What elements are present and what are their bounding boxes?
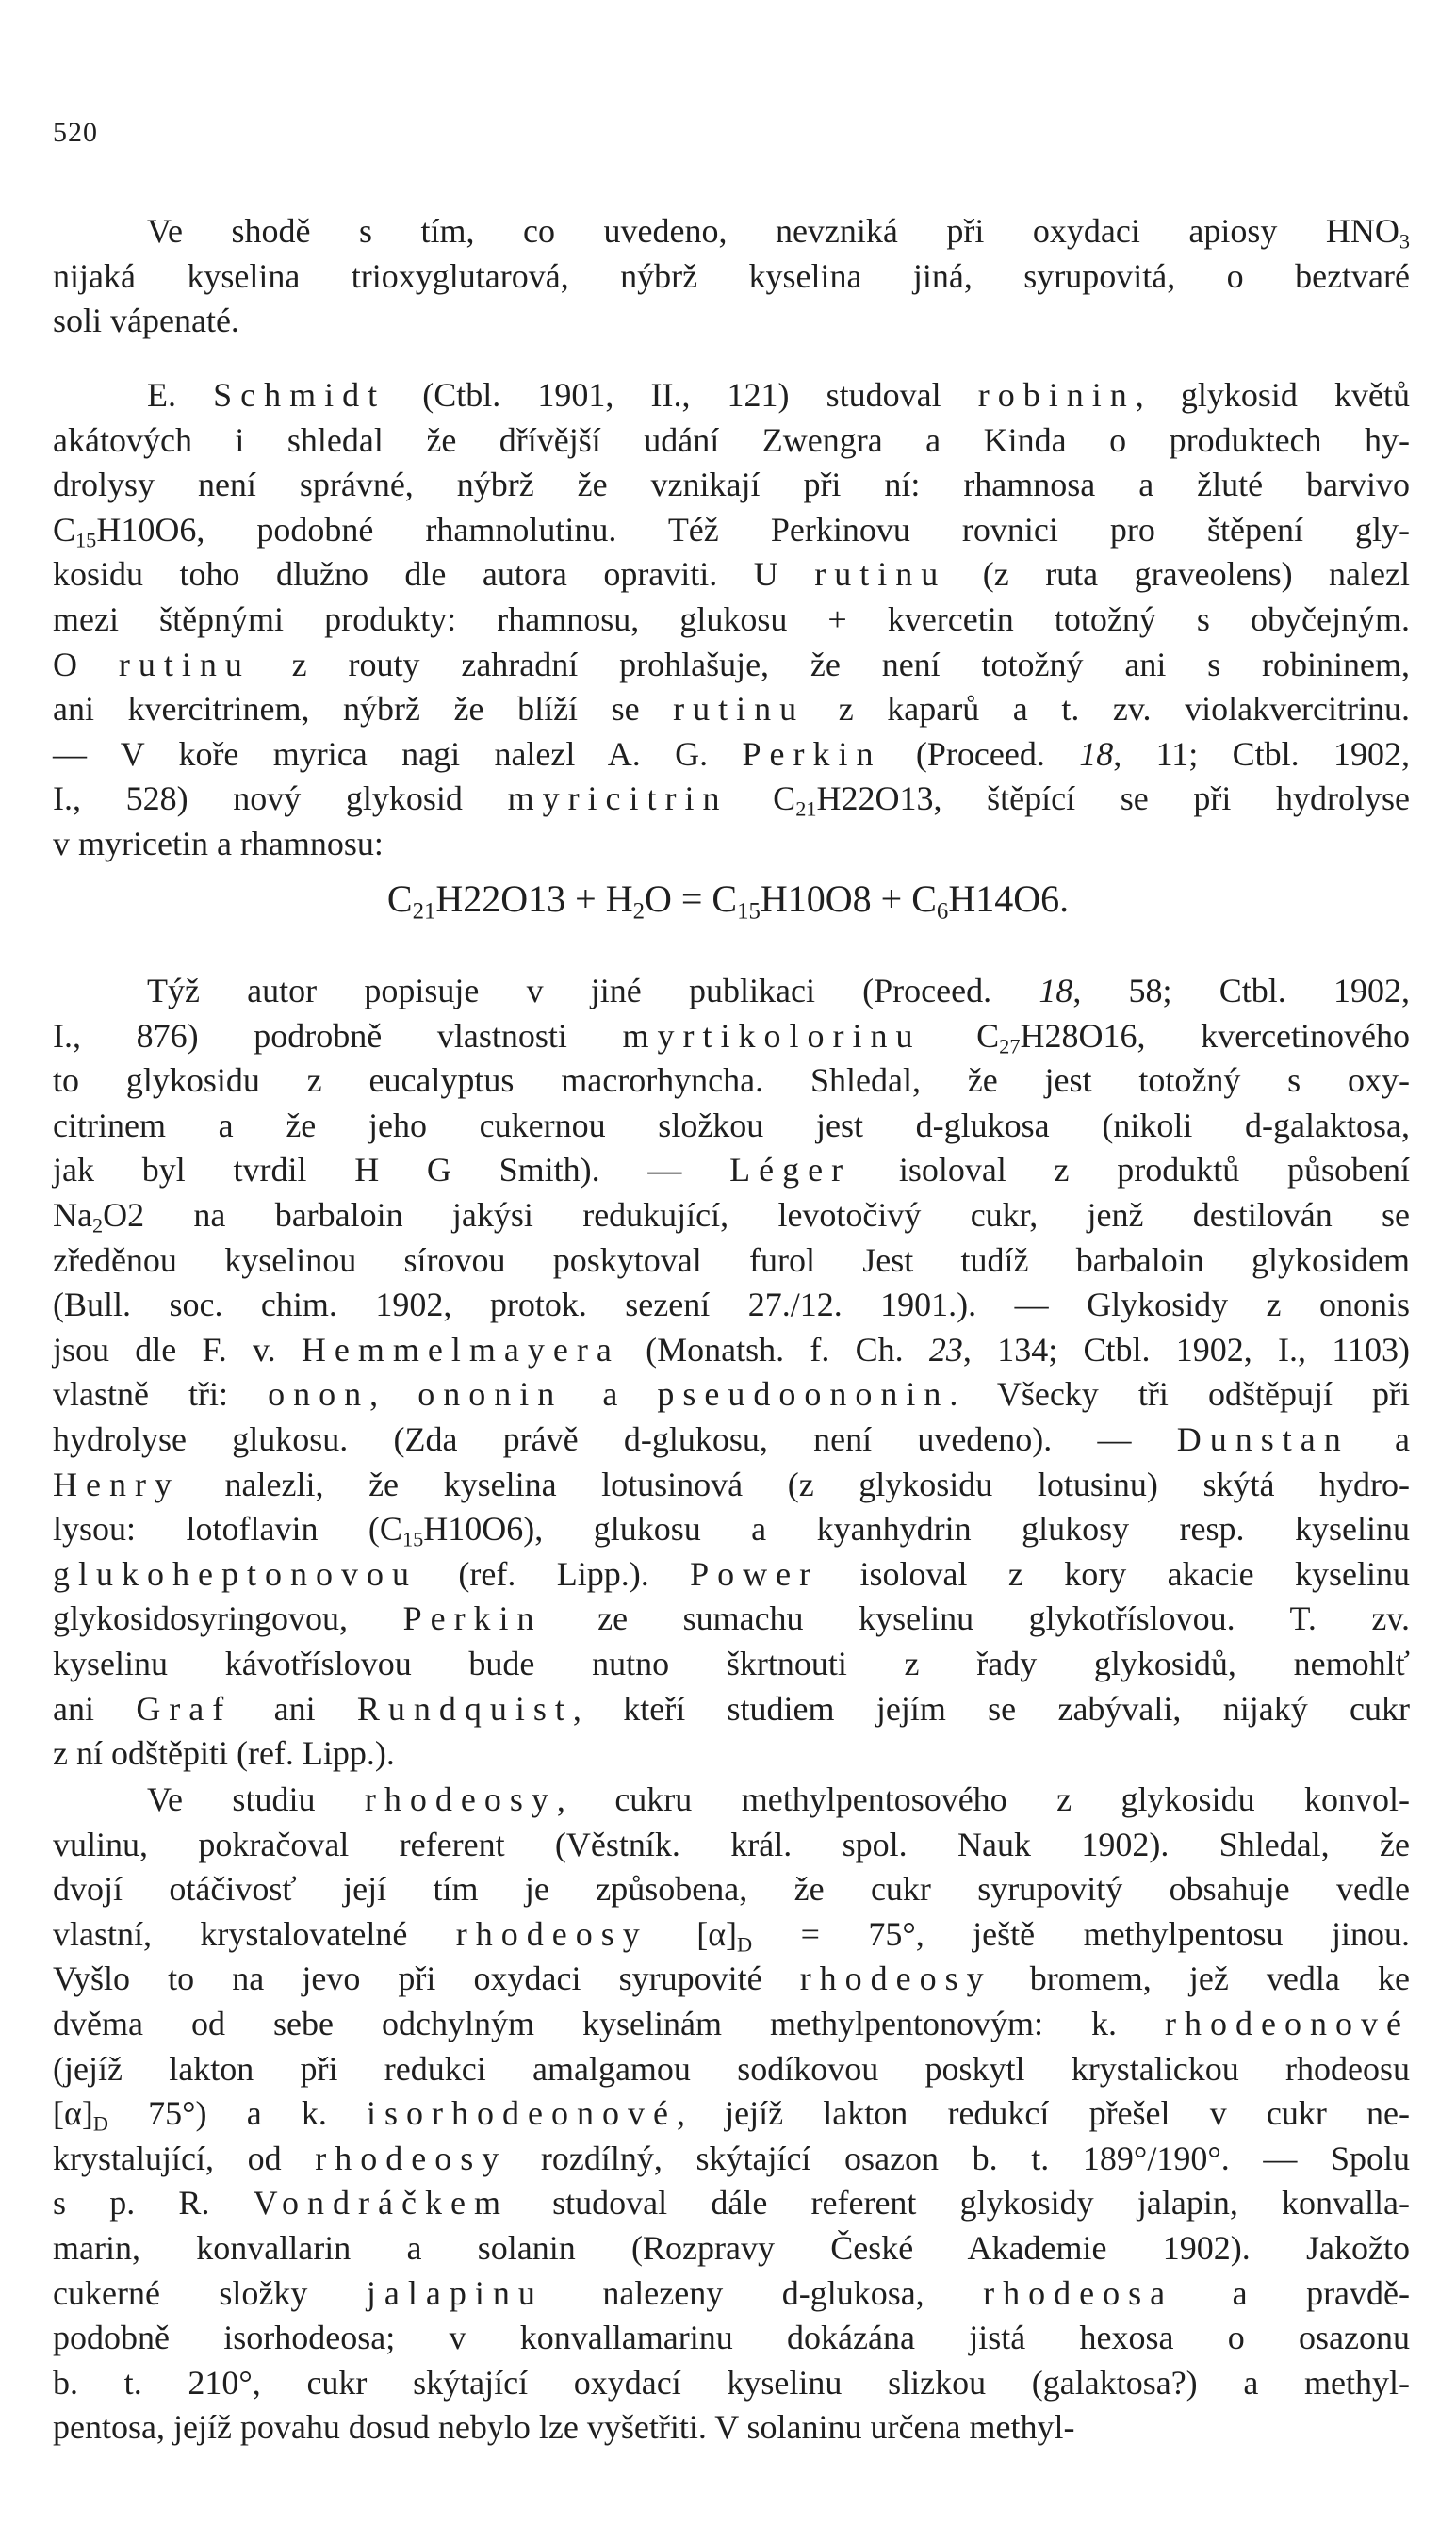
paragraph-robinin [53, 373, 1410, 867]
text-line: jsou dle F. v. Hemmelmayera (Monatsh. f. Ch. 23, 134; Ctbl. 1902, I., 1103) [53, 1330, 1410, 1369]
text-line: (jejíž lakton při redukci amalgamou sodíkovou poskytl krystalickou rhodeosu [53, 2049, 1410, 2088]
text-line: marin, konvallarin a solanin (Rozpravy České Akademie 1902). Jakožto [53, 2228, 1410, 2267]
text-line: O rutinu z routy zahradní prohlašuje, že není totožný ani s robininem, [53, 645, 1410, 683]
paragraph-myrtikolorin [53, 969, 1410, 1777]
text-line: s p. R. Vondráčkem studoval dále referent glykosidy jalapin, konvalla- [53, 2184, 1410, 2222]
text-line: $C_{15}H10O6$, podobné rhamnolutinu. Též Perkinovu rovnici pro štěpení gly- [53, 510, 1410, 552]
text-line: (Bull. soc. chim. 1902, protok. sezení 27./12. 1901.). — Glykosidy z ononis [53, 1286, 1410, 1324]
text-line: pentosa, jejíž povahu dosud nebylo lze vyšetřiti. V solaninu určena methyl- [53, 2408, 1075, 2447]
chemical-equation: $C_{21}H22O13 + H_2O = C_{15}H10O8 + C_6H14O6$. [386, 877, 1070, 925]
text-line: Týž autor popisuje v jiné publikaci (Proceed. 18, 58; Ctbl. 1902, [147, 972, 1410, 1009]
text-line: krystalující, od rhodeosy rozdílný, skýtající osazon b. t. 189°/190°. — Spolu [53, 2139, 1411, 2177]
text-line: lysou: lotoflavin $(C_{15}H10O6)$, glukosu a kyanhydrin glukosy resp. kyselinu [53, 1510, 1410, 1551]
text-line: akátových i shledal že dřívější udání Zwengra a Kinda o produktech hy- [53, 420, 1410, 459]
text-line: v myricetin a rhamnosu: [53, 824, 384, 862]
text-line: Ve shodě s tím, co uvedeno, nevzniká při oxydaci apiosy $HNO_3$ [147, 212, 1410, 254]
text-line: vlastně tři: onon, ononin a pseudoononin. Všecky tři odštěpují při [53, 1375, 1411, 1414]
text-line: to glykosidu z eucalyptus macrorhyncha. Shledal, že jest totožný s oxy- [53, 1061, 1410, 1100]
text-line: vulinu, pokračoval referent (Věstník. král. spol. Nauk 1902). Shledal, že [53, 1825, 1410, 1863]
text-line: vlastní, krystalovatelné rhodeosy $[\alpha]_D = 75^\circ$, ještě methylpentosu jinou. [53, 1914, 1410, 1957]
text-line: jak byl tvrdil H G Smith). — Léger isoloval z produktů působení [53, 1151, 1410, 1189]
text-line: glykosidosyringovou, Perkin ze sumachu kyselinu glykotříslovou. T. zv. [53, 1599, 1411, 1638]
paragraph-apiosa [53, 209, 1410, 344]
text-line: kosidu toho dlužno dle autora opraviti. U rutinu (z ruta graveolens) nalezl [53, 555, 1410, 594]
text-line: $[\alpha]_D$ 75°) a k. isorhodeonové, jejíž lakton redukcí přešel v cukr ne- [53, 2094, 1410, 2136]
text-line: — V kořе myrica nagi nalezl A. G. Perkin (Proceed. 18, 11; Ctbl. 1902, [53, 734, 1410, 773]
page-number: 520 [53, 117, 98, 148]
text-line: z ní odštěpiti (ref. Lipp.). [53, 1734, 395, 1773]
text-line: zředěnou kyselinou sírovou poskytoval furol Jest tudíž barbaloin glykosidem [53, 1240, 1410, 1279]
text-line: I., 528) nový glykosid myricitrin $C_{21}H22O13$, štěpící se při hydrolyse [53, 779, 1410, 822]
text-line: cukerné složky jalapinu nalezeny d-glukosa, rhodeosa a pravdě- [53, 2273, 1410, 2312]
text-line: glukoheptonovou (ref. Lipp.). Power isoloval z kory akacie kyselinu [53, 1554, 1410, 1593]
text-line: E. Schmidt (Ctbl. 1901, II., 121) studoval robinin, glykosid květů [147, 376, 1410, 414]
text-line: kyselinu kávotříslovou bude nutno škrtnouti z řady glykosidů, nemohlť [53, 1644, 1410, 1682]
text-line: soli vápenaté. [53, 302, 239, 340]
text-line: ani kvercitrinem, nýbrž že blíží se rutinu z kaparů a t. zv. violakvercitrinu. [53, 690, 1411, 729]
text-line: ani Graf ani Rundquist, kteří studiem jejím se zabývali, nijaký cukr [53, 1689, 1411, 1728]
text-line: Ve studiu rhodeosy, cukru methylpentosového z glykosidu konvol- [147, 1780, 1410, 1818]
text-line: dvojí otáčivosť její tím je způsobena, že cukr syrupovitý obsahuje vedle [53, 1870, 1410, 1909]
paragraph-rhodeosa [53, 1778, 1410, 2451]
text-line: citrinem a že jeho cukernou složkou jest d-glukosa (nikoli d-galaktosa, [53, 1106, 1410, 1144]
text-line: Henry nalezli, že kyselina lotusinová (z glykosidu lotusinu) skýtá hydro- [53, 1465, 1410, 1503]
text-line: mezi štěpnými produkty: rhamnosu, glukosu + kvercetin totožný s obyčejným. [53, 599, 1410, 638]
text-line: drolysy není správné, nýbrž že vznikají při ní: rhamnosa a žluté barvivo [53, 466, 1410, 504]
text-line: podobně isorhodeosa; v konvallamarinu dokázána jistá hexosa o osazonu [53, 2319, 1410, 2357]
text-line: $Na_2O2$ na barbaloin jakýsi redukující, levotočivý cukr, jenž destilován se [53, 1195, 1410, 1238]
text-line: Vyšlo to na jevo při oxydaci syrupovité rhodeosy bromem, jež vedla ke [53, 1960, 1410, 1998]
text-line: b. t. 210°, cukr skýtající oxydací kyselinu slizkou (galaktosa?) a methyl- [53, 2363, 1410, 2402]
text-line: I., 876) podrobně vlastnosti myrtikolorinu $C_{27}H28O16$, kvercetinového [53, 1016, 1411, 1058]
text-line: dvěma od sebe odchylným kyselinám methylpentonovým: k. rhodeonové [53, 2004, 1410, 2042]
text-line: nijaká kyselina trioxyglutarová, nýbrž kyselina jiná, syrupovitá, o beztvaré [53, 256, 1410, 295]
text-line: hydrolyse glukosu. (Zda právě d-glukosu, není uvedeno). — Dunstan a [53, 1419, 1410, 1458]
